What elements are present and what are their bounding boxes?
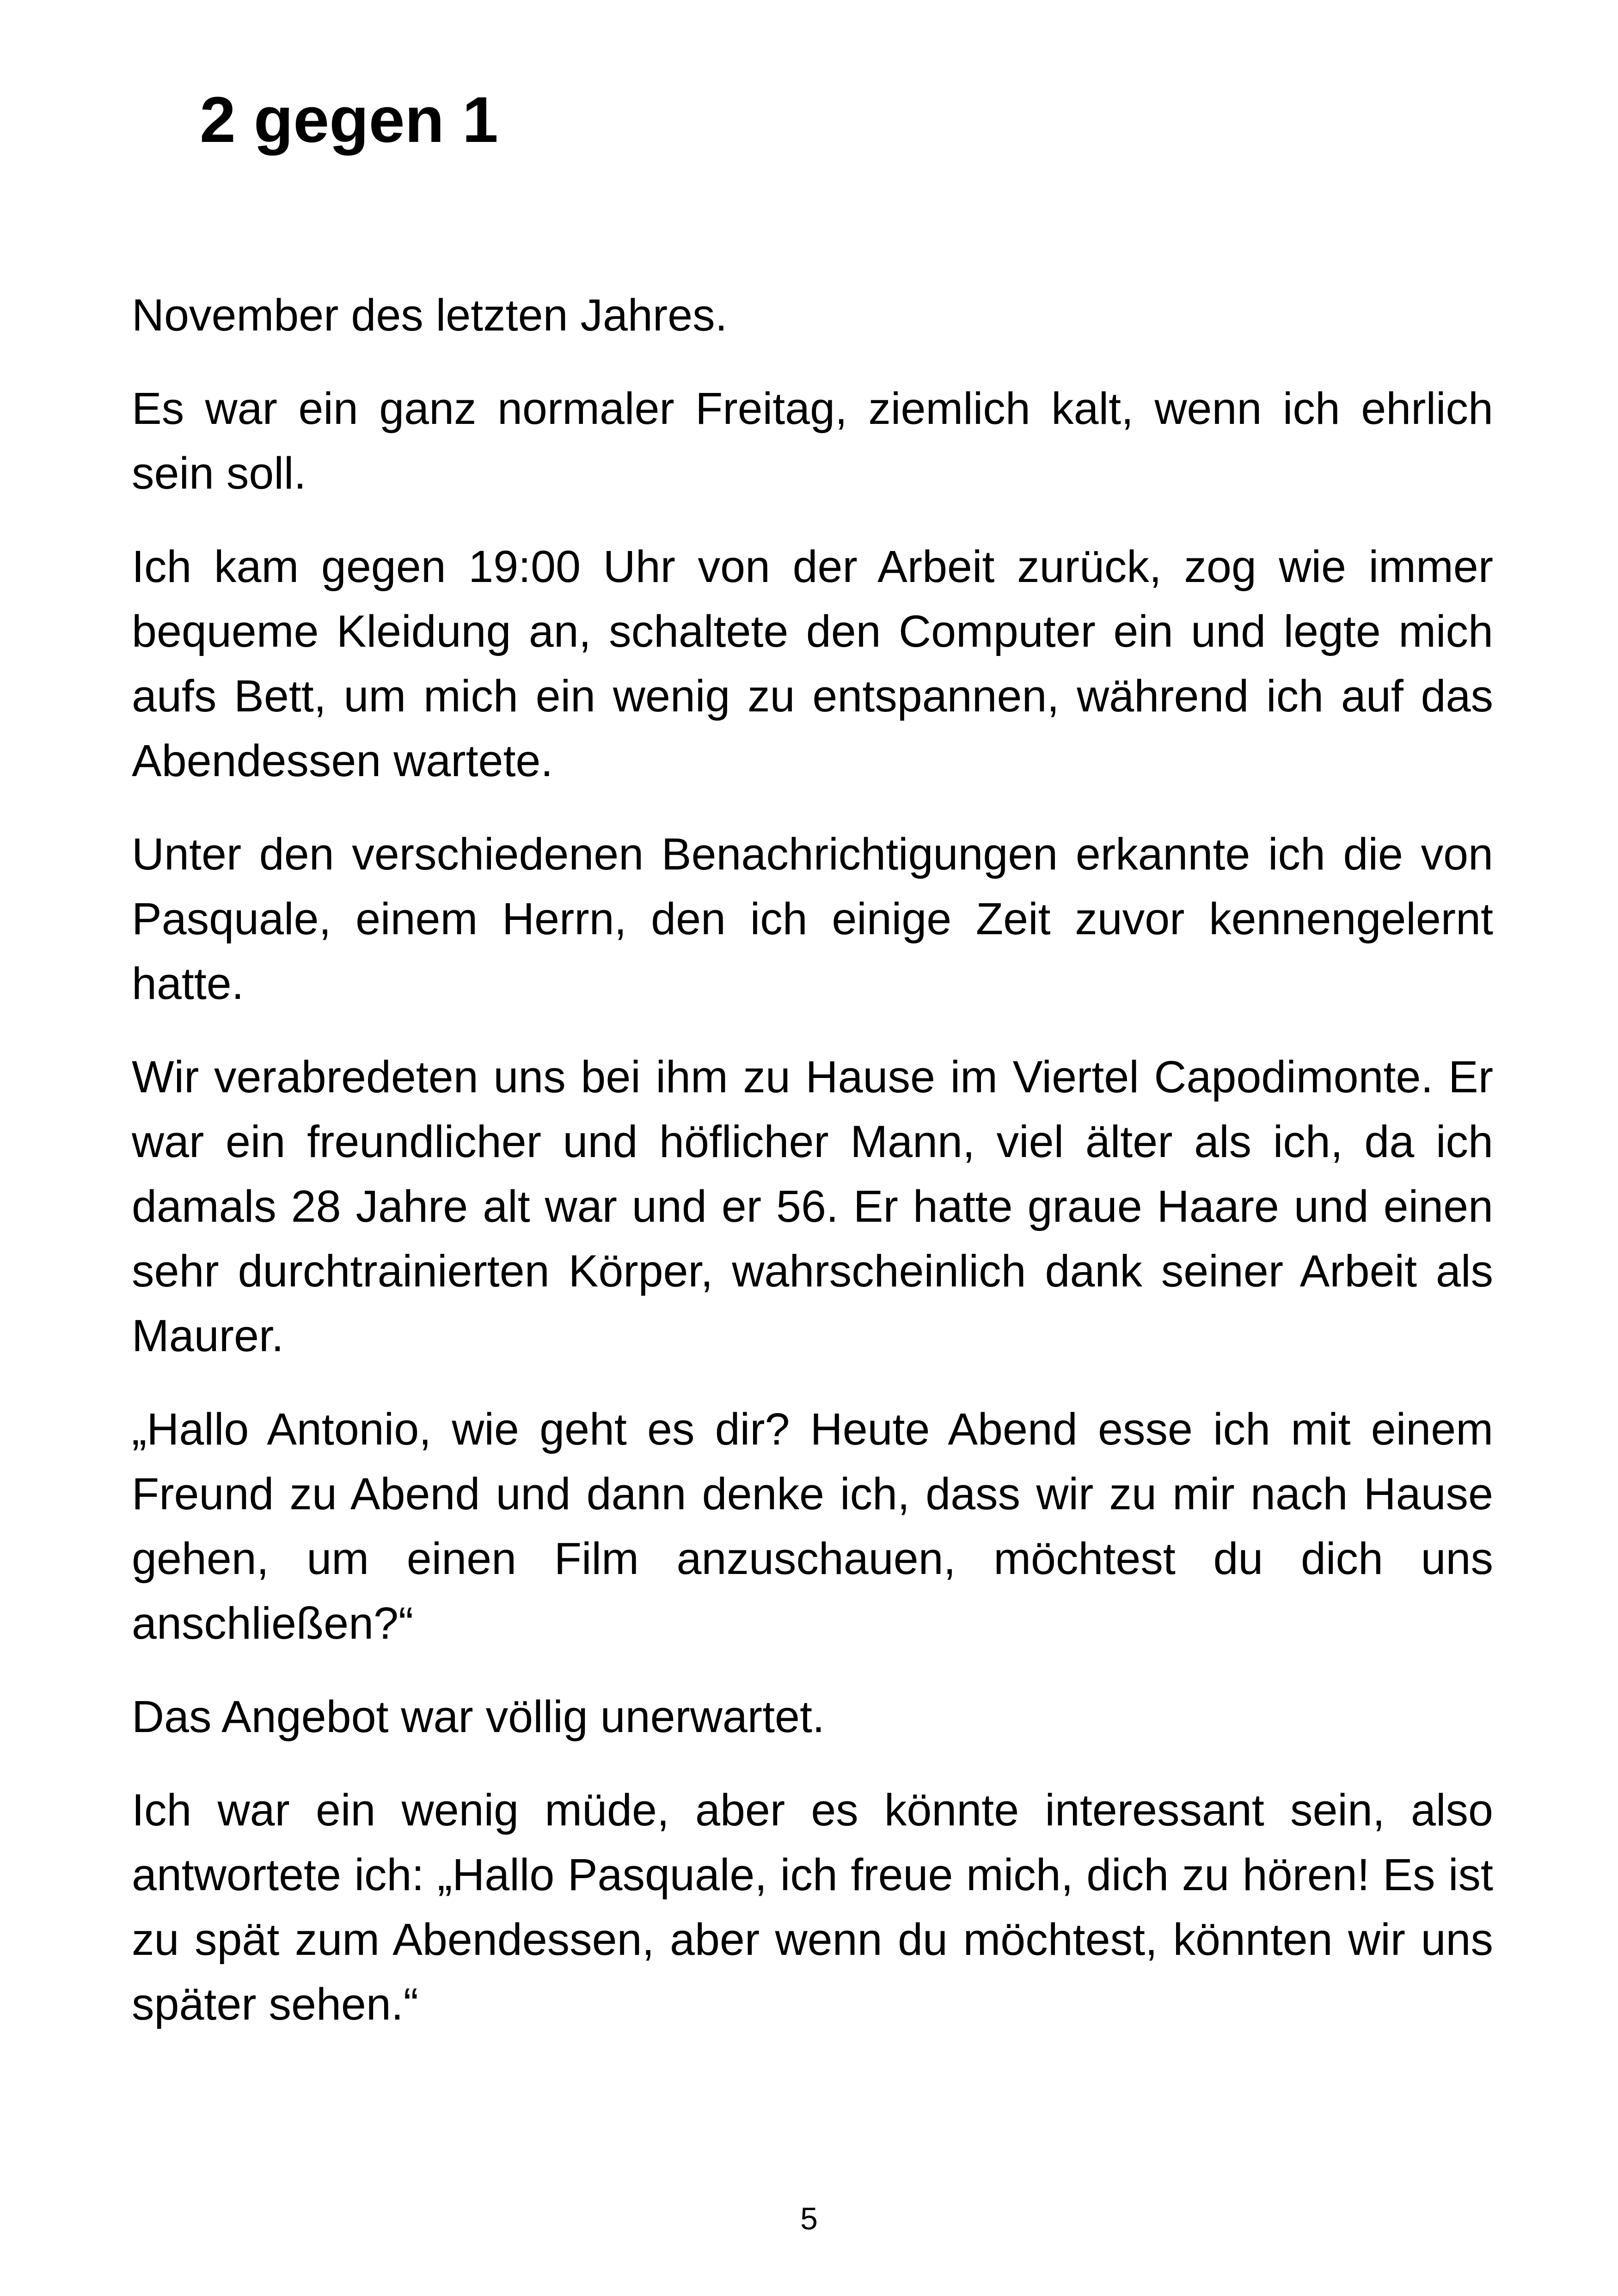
paragraph: Ich war ein wenig müde, aber es könnte interessant sein, also antwortete ich: „Hallo Pasquale, ich freue mich, dich zu hören! Es ist zu spät zum Abendessen, aber wenn du möchtest, könnten wir uns später sehen.“ [132, 1785, 1493, 2029]
paragraph: Ich kam gegen 19:00 Uhr von der Arbeit zurück, zog wie immer bequeme Kleidung an, schaltete den Computer ein und legte mich aufs Bett, um mich ein wenig zu entspannen, während ich auf das Abendessen wartete. [132, 541, 1493, 786]
paragraph: Das Angebot war völlig unerwartet. [132, 1691, 825, 1742]
paragraph: November des letzten Jahres. [132, 290, 728, 340]
paragraph: Unter den verschiedenen Benachrichtigungen erkannte ich die von Pasquale, einem Herrn, den ich einige Zeit zuvor kennengelernt hatte. [132, 829, 1493, 1009]
page-title: 2 gegen 1 [200, 83, 498, 156]
paragraph: Wir verabredeten uns bei ihm zu Hause im Viertel Capodimonte. Er war ein freundlicher und höflicher Mann, viel älter als ich, da ich damals 28 Jahre alt war und er 56. Er hatte graue Haare und einen sehr durchtrainierten Körper, wahrscheinlich dank seiner Arbeit als Maurer. [132, 1052, 1493, 1361]
page-number: 5 [800, 2201, 818, 2236]
paragraph: Es war ein ganz normaler Freitag, ziemlich kalt, wenn ich ehrlich sein soll. [132, 383, 1493, 498]
paragraph: „Hallo Antonio, wie geht es dir? Heute Abend esse ich mit einem Freund zu Abend und dann denke ich, dass wir zu mir nach Hause gehen, um einen Film anzuschauen, möchtest du dich uns anschließen?“ [132, 1404, 1493, 1648]
body-text [132, 283, 1493, 2065]
